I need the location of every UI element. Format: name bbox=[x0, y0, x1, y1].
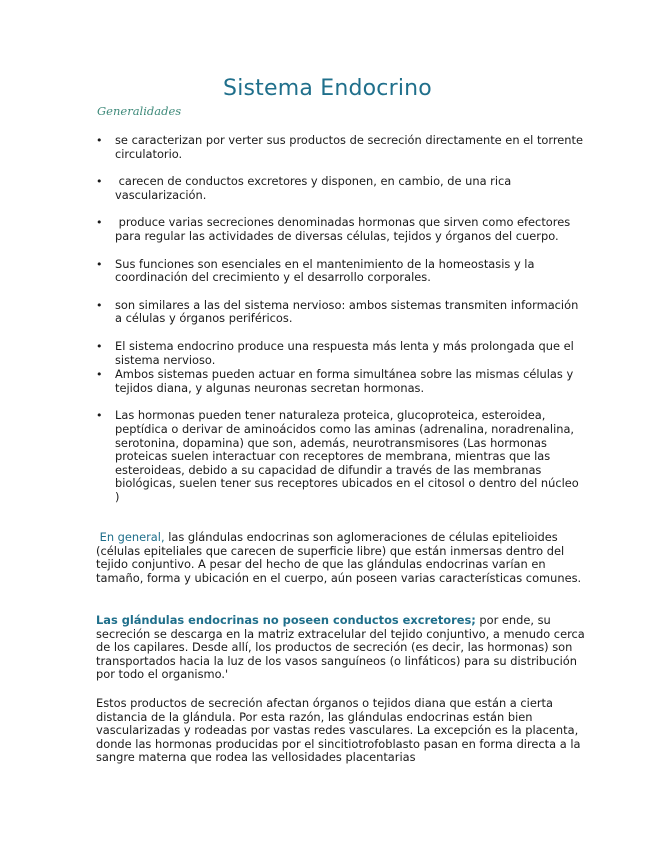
list-item bbox=[96, 409, 586, 504]
list-item bbox=[96, 134, 586, 161]
paragraph-text: por ende, su secreción se descarga en la matriz extracelular del tejido conjuntivo, a menudo cerca de los capilares. Desde allí, los productos de secreción (es decir, las hormonas) son transportados hacia la luz de los vasos sanguíneos (o linfáticos) para su distribución por todo el organismo.' bbox=[96, 613, 585, 682]
list-item bbox=[96, 340, 586, 367]
list-item-text: se caracterizan por verter sus productos de secreción directamente en el torrente circulatorio. bbox=[115, 133, 584, 161]
page-title: Sistema Endocrino bbox=[223, 76, 432, 101]
paragraph-lead: En general, bbox=[96, 530, 165, 544]
paragraph-text: las glándulas endocrinas son aglomeraciones de células epitelioides (células epiteliales que carecen de superficie libre) que están inmersas dentro del tejido conjuntivo. A pesar del hecho de que las glándulas endocrinas varían en tamaño, forma y ubicación en el cuerpo, aún poseen varias características comunes. bbox=[96, 530, 582, 585]
list-item bbox=[96, 216, 586, 243]
list-item-text: Las hormonas pueden tener naturaleza proteica, glucoproteica, esteroidea, peptídica o derivar de aminoácidos como las aminas (adrenalina, noradrenalina, serotonina, dopamina) que son, además, neurotransmisores (Las hormonas proteicas suelen interactuar con receptores de membrana, mientras que las esteroideas, debido a su capacidad de difundir a través de las membranas biológicas, suelen tener sus receptores ubicados en el citosol o dentro del núcleo ) bbox=[115, 408, 579, 504]
list-item bbox=[96, 258, 586, 285]
list-item bbox=[96, 368, 586, 395]
paragraph-lead: Las glándulas endocrinas no poseen conductos excretores; bbox=[96, 613, 476, 627]
bullet-list bbox=[96, 134, 586, 504]
bullet-icon: • bbox=[96, 134, 103, 147]
bullet-icon: • bbox=[96, 409, 103, 423]
paragraph-glands bbox=[96, 614, 586, 682]
list-item-text: El sistema endocrino produce una respuesta más lenta y más prolongada que el sistema nervioso. bbox=[115, 338, 574, 367]
list-item-text: Sus funciones son esenciales en el mantenimiento de la homeostasis y la coordinación del crecimiento y el desarrollo corporales. bbox=[115, 256, 535, 285]
bullet-icon: • bbox=[96, 257, 103, 271]
list-item bbox=[96, 175, 586, 202]
bullet-icon: • bbox=[96, 298, 103, 312]
list-item-text: Ambos sistemas pueden actuar en forma simultánea sobre las mismas células y tejidos diana, y algunas neuronas secretan hormonas. bbox=[115, 367, 574, 395]
bullet-icon: • bbox=[96, 216, 103, 230]
bullet-icon: • bbox=[96, 368, 103, 382]
list-item-text: carecen de conductos excretores y disponen, en cambio, de una rica vascularización. bbox=[115, 174, 515, 202]
list-item-text: son similares a las del sistema nervioso: ambos sistemas transmiten información a células y órganos periféricos. bbox=[115, 297, 579, 326]
list-item bbox=[96, 299, 586, 326]
list-item-text: produce varias secreciones denominadas hormonas que sirven como efectores para regular las actividades de diversas células, tejidos y órganos del cuerpo. bbox=[115, 215, 574, 243]
paragraph-general bbox=[96, 531, 586, 585]
paragraph-products: Estos productos de secreción afectan órganos o tejidos diana que están a cierta distancia de la glándula. Por esta razón, las glándulas endocrinas están bien vascularizadas y rodeadas por vastas redes vasculares. La excepción es la placenta, donde las hormonas producidas por el sincitiotrofoblasto pasan en forma directa a la sangre materna que rodea las vellosidades placentarias bbox=[96, 696, 581, 765]
bullet-icon: • bbox=[96, 339, 103, 353]
bullet-icon: • bbox=[96, 175, 103, 189]
section-subtitle: Generalidades bbox=[97, 104, 182, 118]
